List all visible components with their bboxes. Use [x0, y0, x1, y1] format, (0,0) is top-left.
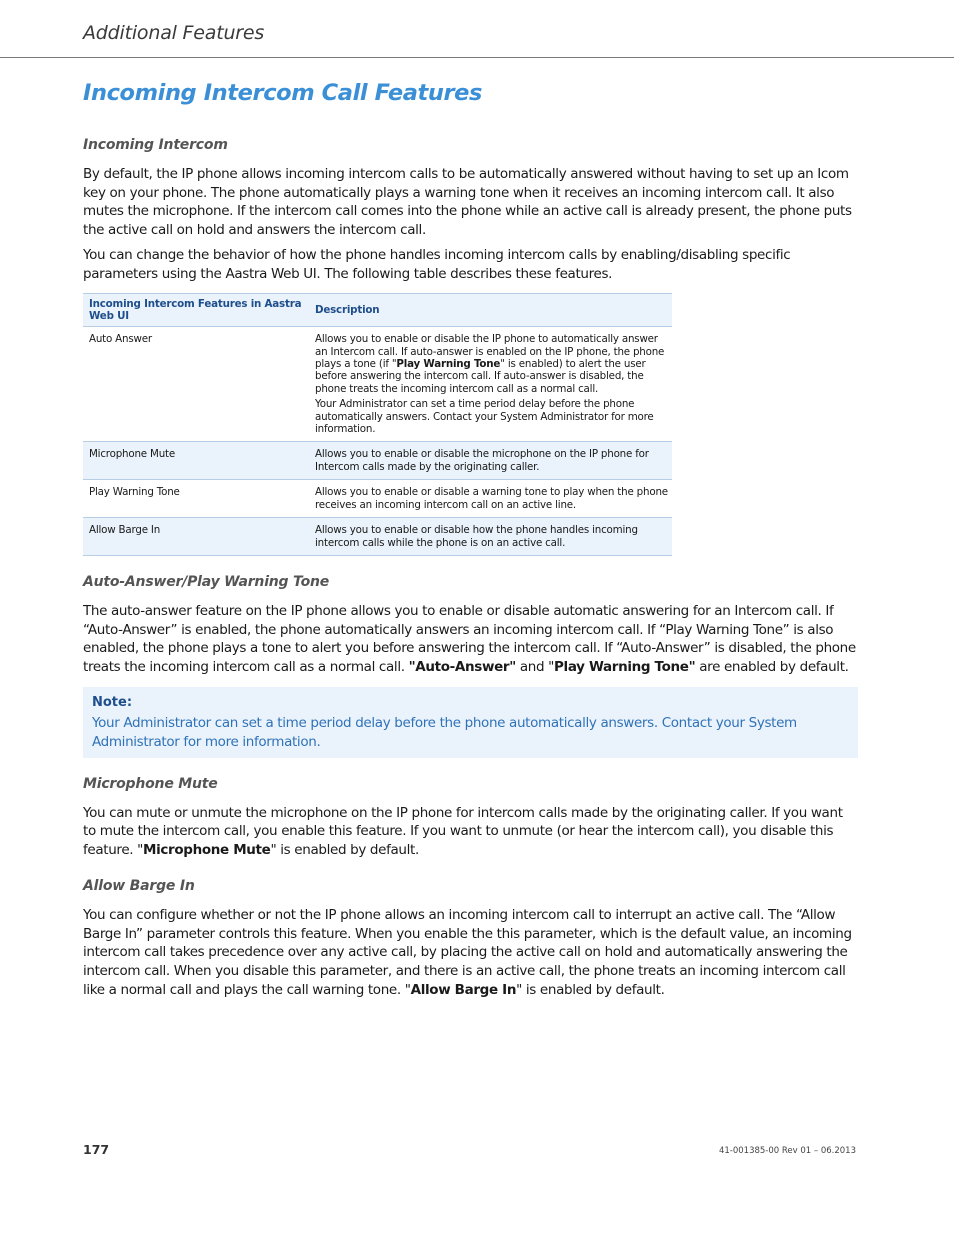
- page-title: Incoming Intercom Call Features: [83, 80, 483, 106]
- features-table: [83, 293, 672, 556]
- table-cell-text: Allows you to enable or disable the IP phone to automatically answer an Intercom call. If auto-answer is enabled on the IP phone, the phone plays a tone (if ": [315, 333, 665, 371]
- page-content: [83, 137, 858, 999]
- table-cell-description: [309, 327, 672, 442]
- header-rule: [0, 57, 954, 58]
- table-cell-feature: Microphone Mute: [83, 442, 309, 480]
- paragraph-auto-answer: [83, 602, 858, 677]
- paragraph-bold: Microphone Mute: [143, 842, 271, 859]
- table-header-row: [83, 294, 672, 327]
- note-text: Your Administrator can set a time period delay before the phone automatically answers. Contact your System Administrator for more information.: [92, 714, 797, 750]
- note-box: [83, 687, 858, 758]
- table-cell-bold: Play Warning Tone: [396, 358, 501, 371]
- table-cell-feature: Allow Barge In: [83, 518, 309, 556]
- paragraph-text: " is enabled by default.: [270, 842, 419, 859]
- paragraph-text: The auto-answer feature on the IP phone allows you to enable or disable automatic answering for an Intercom call. If “Auto-Answer” is enabled, the phone automatically answers an incoming intercom call. If “Play Warning Tone” is also enabled, the phone plays a tone to alert you before answering the intercom call. If “Auto-Answer” is disabled, the phone treats the incoming intercom call as a normal call.: [83, 602, 856, 676]
- running-header: Additional Features: [83, 22, 265, 44]
- table-cell-paragraph: Your Administrator can set a time period delay before the phone automatically answers. Contact your System Administrator for more information.: [315, 398, 654, 436]
- section-heading-auto-answer: Auto-Answer/Play Warning Tone: [83, 573, 330, 590]
- paragraph-incoming-intercom-1: By default, the IP phone allows incoming intercom calls to be automatically answered without having to set up an Icom key on your phone. The phone automatically plays a warning tone when it receives an incoming intercom call. It also mutes the microphone. If the intercom call comes into the phone while an active call is already present, the phone puts the active call on hold and answers the intercom call.: [83, 166, 852, 239]
- section-heading-microphone-mute: Microphone Mute: [83, 775, 218, 792]
- table-cell-description: Allows you to enable or disable how the phone handles incoming intercom calls while the phone is on an active call.: [309, 518, 672, 556]
- table-cell-paragraph: [315, 333, 668, 395]
- paragraph-allow-barge-in: [83, 906, 858, 1000]
- table-cell-text: " is enabled) to alert the user before answering the intercom call. If auto-answer is disabled, the phone treats the incoming intercom call as a normal call.: [315, 358, 646, 395]
- page-number: 177: [83, 1142, 110, 1157]
- paragraph-text: are enabled by default.: [695, 659, 849, 676]
- paragraph-text: and ": [515, 659, 554, 676]
- paragraph-incoming-intercom-2: You can change the behavior of how the phone handles incoming intercom calls by enabling/disabling specific parameters using the Aastra Web UI. The following table describes these features.: [83, 246, 791, 282]
- section-heading-allow-barge-in: Allow Barge In: [83, 877, 195, 894]
- paragraph-microphone-mute: [83, 804, 858, 860]
- table-row: [83, 518, 672, 556]
- section-heading-incoming-intercom: Incoming Intercom: [83, 137, 228, 153]
- table-cell-feature: Play Warning Tone: [83, 480, 309, 518]
- table-row: [83, 327, 672, 442]
- document-id: 41-001385-00 Rev 01 – 06.2013: [718, 1146, 856, 1156]
- paragraph-bold: Play Warning Tone": [554, 659, 696, 676]
- note-title: Note:: [92, 694, 133, 710]
- table-header-feature: Incoming Intercom Features in Aastra Web UI: [83, 294, 309, 327]
- table-row: [83, 442, 672, 480]
- table-cell-description: Allows you to enable or disable the microphone on the IP phone for Intercom calls made by the originating caller.: [309, 442, 672, 480]
- paragraph-bold: Allow Barge In: [410, 981, 517, 998]
- table-cell-description: Allows you to enable or disable a warning tone to play when the phone receives an incoming intercom call on an active line.: [309, 480, 672, 518]
- table-header-description: Description: [309, 294, 672, 327]
- paragraph-bold: "Auto-Answer": [408, 659, 516, 676]
- paragraph-text: You can configure whether or not the IP phone allows an incoming intercom call to interrupt an active call. The “Allow Barge In” parameter controls this feature. When you enable the this parameter, which is the default value, an incoming intercom call takes precedence over any active call, by placing the active call on hold and automatically answering the intercom call. When you disable this parameter, and there is an active call, the phone treats an incoming intercom call like a normal call and plays the call warning tone. ": [83, 906, 852, 998]
- paragraph-text: You can mute or unmute the microphone on the IP phone for intercom calls made by the originating caller. If you want to mute the intercom call, you enable this feature. If you want to unmute (or hear the intercom call), you disable this feature. ": [83, 804, 843, 859]
- paragraph-text: " is enabled by default.: [516, 981, 665, 998]
- table-row: [83, 480, 672, 518]
- table-cell-feature: Auto Answer: [83, 327, 309, 442]
